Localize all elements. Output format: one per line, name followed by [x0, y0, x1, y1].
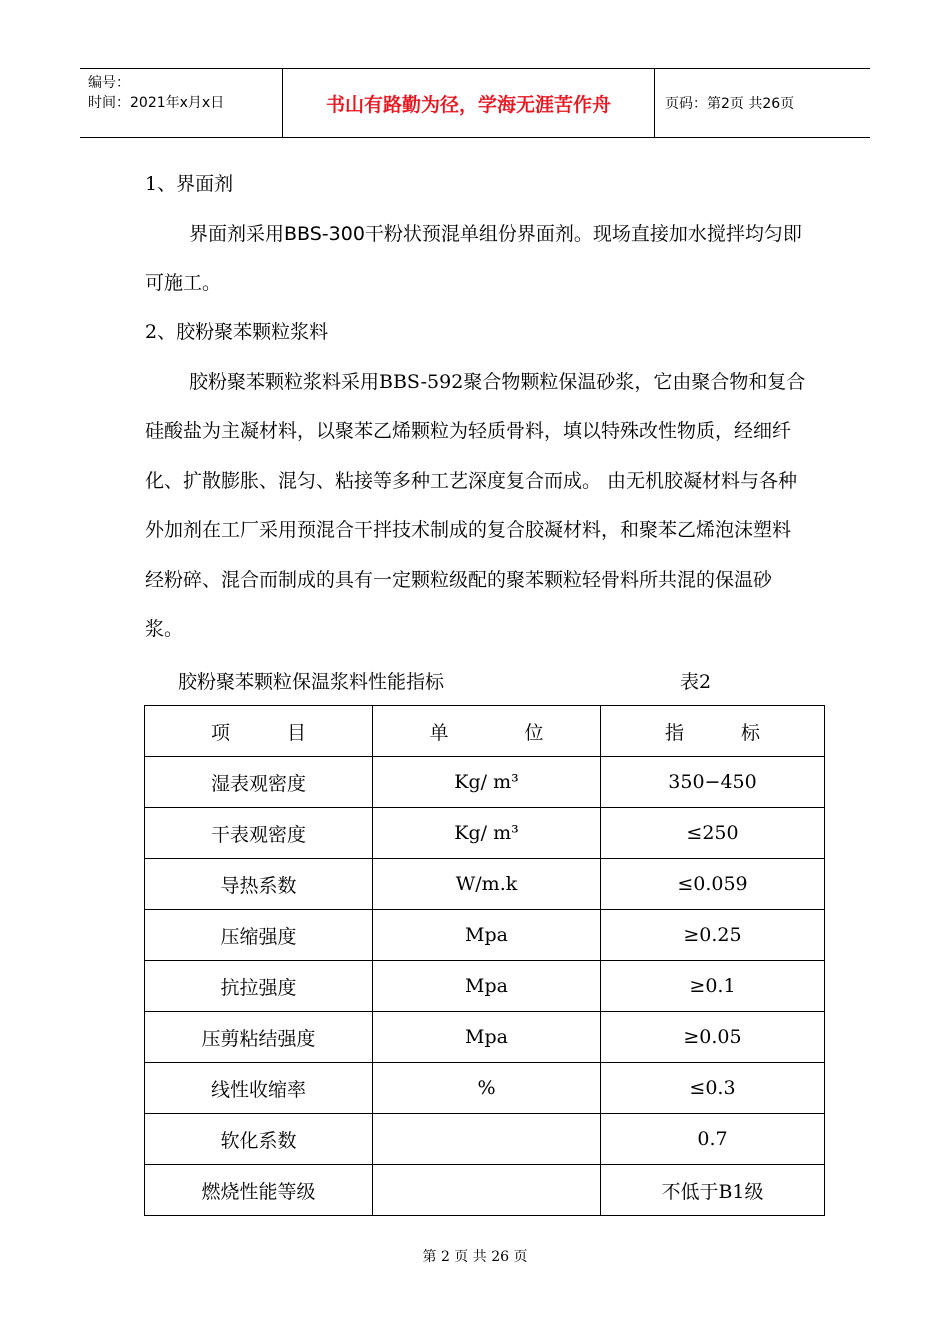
- cell-value: ≤250: [601, 808, 825, 859]
- cell-unit: Mpa: [373, 1012, 601, 1063]
- header-motto: 书山有路勤为径，学海无涯苦作舟: [282, 69, 655, 137]
- cell-unit: Kg/ m³: [373, 808, 601, 859]
- header-meta: [80, 69, 282, 137]
- table-row: [145, 1114, 825, 1165]
- cell-value: 不低于B1级: [601, 1165, 825, 1216]
- doc-number-label: 编号：: [88, 75, 130, 91]
- cell-unit: Kg/ m³: [373, 757, 601, 808]
- section-1-paragraph: 界面剂采用BBS-300干粉状预混单组份界面剂。现场直接加水搅拌均匀即可施工。: [145, 222, 802, 294]
- header-page-info: 页码：第2页 共26页: [665, 96, 795, 112]
- cell-unit: Mpa: [373, 961, 601, 1012]
- section-2-heading: 2、胶粉聚苯颗粒浆料: [145, 321, 329, 343]
- table-row: [145, 961, 825, 1012]
- cell-unit: [373, 1165, 601, 1216]
- cell-item: 线性收缩率: [145, 1063, 373, 1114]
- cell-item: 压缩强度: [145, 910, 373, 961]
- cell-item: 压剪粘结强度: [145, 1012, 373, 1063]
- table-header-row: [145, 706, 825, 757]
- table-row: [145, 1063, 825, 1114]
- header-index: 指 标: [601, 706, 825, 757]
- table-number: 表2: [680, 671, 712, 693]
- page-footer: 第 2 页 共 26 页: [422, 1249, 528, 1265]
- table-row: [145, 1165, 825, 1216]
- section-1-heading: 1、界面剂: [145, 173, 234, 195]
- cell-value: ≥0.25: [601, 910, 825, 961]
- table-row: [145, 757, 825, 808]
- cell-unit: %: [373, 1063, 601, 1114]
- cell-unit: Mpa: [373, 910, 601, 961]
- table-row: [145, 910, 825, 961]
- cell-item: 燃烧性能等级: [145, 1165, 373, 1216]
- doc-date: 时间：2021年x月x日: [88, 95, 225, 111]
- cell-value: 0.7: [601, 1114, 825, 1165]
- table-row: [145, 859, 825, 910]
- section-2: [145, 308, 807, 655]
- cell-unit: W/m.k: [373, 859, 601, 910]
- cell-unit: [373, 1114, 601, 1165]
- page-header: [80, 68, 870, 138]
- cell-item: 干表观密度: [145, 808, 373, 859]
- table-row: [145, 1012, 825, 1063]
- cell-value: ≤0.059: [601, 859, 825, 910]
- cell-item: 抗拉强度: [145, 961, 373, 1012]
- cell-value: ≥0.1: [601, 961, 825, 1012]
- cell-value: 350−450: [601, 757, 825, 808]
- table-row: [145, 808, 825, 859]
- cell-value: ≥0.05: [601, 1012, 825, 1063]
- table-caption: [178, 666, 738, 698]
- cell-item: 湿表观密度: [145, 757, 373, 808]
- cell-item: 导热系数: [145, 859, 373, 910]
- performance-table: [144, 705, 825, 1216]
- cell-value: ≤0.3: [601, 1063, 825, 1114]
- section-1: [145, 160, 807, 309]
- cell-item: 软化系数: [145, 1114, 373, 1165]
- header-item: 项 目: [145, 706, 373, 757]
- table-title: 胶粉聚苯颗粒保温浆料性能指标: [178, 671, 445, 693]
- section-2-paragraph: 胶粉聚苯颗粒浆料采用BBS-592聚合物颗粒保温砂浆，它由聚合物和复合硅酸盐为主凝材料，以聚苯乙烯颗粒为轻质骨料，填以特殊改性物质，经细纤化、扩散膨胀、混匀、粘接等多种工艺深度复合而成。 由无机胶凝材料与各种外加剂在工厂采用预混合干拌技术制成的复合胶凝材料，和聚苯乙烯泡沫塑料经粉碎、混合而制成的具有一定颗粒级配的聚苯颗粒轻骨料所共混的保温砂浆。: [145, 370, 806, 640]
- header-unit: 单 位: [373, 706, 601, 757]
